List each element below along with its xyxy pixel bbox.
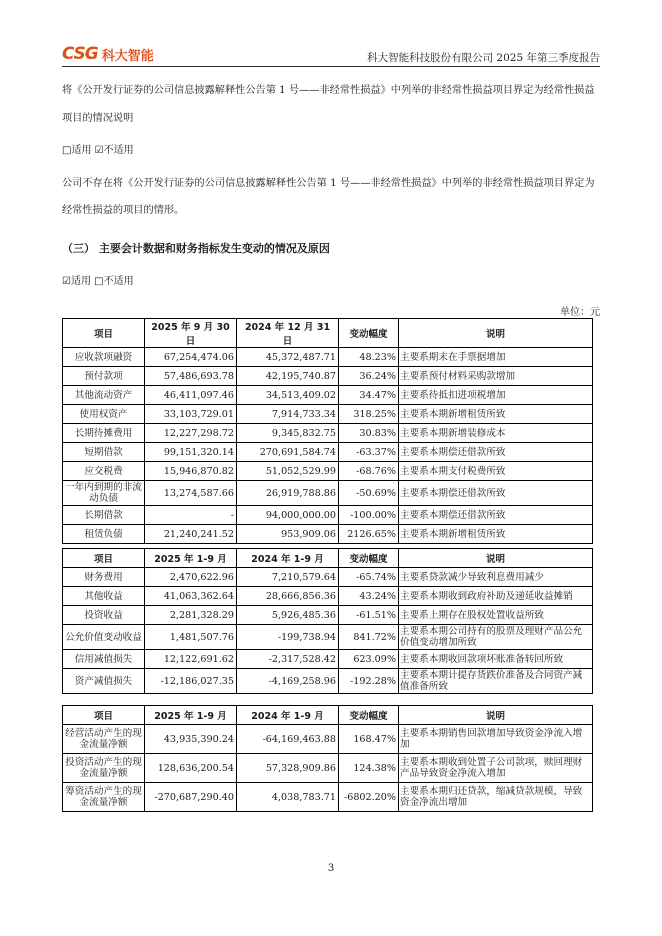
value-current-cell: 33,103,729.01 xyxy=(145,405,237,424)
explanation-cell: 主要系本期偿还借款所致 xyxy=(399,443,593,462)
table-row xyxy=(63,625,593,650)
item-cell: 短期借款 xyxy=(63,443,145,462)
logo-text: 科大智能 xyxy=(101,48,154,64)
value-current-cell: -12,186,027.35 xyxy=(145,669,237,694)
item-cell: 其他流动资产 xyxy=(63,386,145,405)
value-current-cell: 67,254,474.06 xyxy=(145,348,237,367)
item-cell: 投资收益 xyxy=(63,606,145,625)
value-prior-cell: 5,926,485.36 xyxy=(237,606,339,625)
change-rate-cell: -6802.20% xyxy=(339,783,399,812)
change-rate-cell: -192.28% xyxy=(339,669,399,694)
value-prior-cell: 42,195,740.87 xyxy=(237,367,339,386)
value-current-cell: 57,486,693.78 xyxy=(145,367,237,386)
cash-flow-changes-table xyxy=(62,705,593,812)
value-prior-cell: 51,052,529.99 xyxy=(237,462,339,481)
unit-label: 单位：元 xyxy=(560,307,600,318)
column-header: 项目 xyxy=(63,706,145,725)
change-rate-cell: -68.76% xyxy=(339,462,399,481)
explanation-cell: 主要系本期归还贷款，缩减贷款规模，导致资金净流出增加 xyxy=(399,783,593,812)
explanation-cell: 主要系本期支付税费所致 xyxy=(399,462,593,481)
logo-letter: G xyxy=(84,44,98,64)
column-header: 2025 年 1-9 月 xyxy=(145,549,237,568)
column-header: 变动幅度 xyxy=(339,706,399,725)
change-rate-cell: 623.09% xyxy=(339,650,399,669)
change-rate-cell: -50.69% xyxy=(339,481,399,506)
change-rate-cell: 36.24% xyxy=(339,367,399,386)
table-row xyxy=(63,568,593,587)
value-current-cell: 99,151,320.14 xyxy=(145,443,237,462)
change-rate-cell: 48.23% xyxy=(339,348,399,367)
table-row xyxy=(63,424,593,443)
explanation-cell: 主要系预付材料采购款增加 xyxy=(399,367,593,386)
value-prior-cell: 7,914,733.34 xyxy=(237,405,339,424)
column-header: 项目 xyxy=(63,319,145,348)
explanation-cell: 主要系本期偿还借款所致 xyxy=(399,481,593,506)
value-current-cell: 12,122,691.62 xyxy=(145,650,237,669)
value-prior-cell: 34,513,409.02 xyxy=(237,386,339,405)
intro-line-3: 公司不存在将《公开发行证券的公司信息披露解释性公告第 1 号——非经常性损益》中列举的非经常性损益项目界定为 xyxy=(62,178,595,189)
table-row xyxy=(63,348,593,367)
table-row xyxy=(63,669,593,694)
item-cell: 租赁负债 xyxy=(63,525,145,544)
column-header: 2024 年 12 月 31 日 xyxy=(237,319,339,348)
change-rate-cell: -61.51% xyxy=(339,606,399,625)
table-row xyxy=(63,405,593,424)
column-header: 2024 年 1-9 月 xyxy=(237,706,339,725)
table-row xyxy=(63,754,593,783)
value-current-cell: 12,227,298.72 xyxy=(145,424,237,443)
value-current-cell: 15,946,870.82 xyxy=(145,462,237,481)
value-prior-cell: 4,038,783.71 xyxy=(237,783,339,812)
value-current-cell: 41,063,362.64 xyxy=(145,587,237,606)
intro-line-4: 经常性损益的项目的情形。 xyxy=(62,205,185,216)
item-cell: 预付款项 xyxy=(63,367,145,386)
table-row xyxy=(63,725,593,754)
column-header: 项目 xyxy=(63,549,145,568)
logo-mark xyxy=(62,44,98,64)
explanation-cell: 主要系本期偿还借款所致 xyxy=(399,506,593,525)
explanation-cell: 主要系待抵扣进项税增加 xyxy=(399,386,593,405)
item-cell: 应交税费 xyxy=(63,462,145,481)
item-cell: 资产减值损失 xyxy=(63,669,145,694)
item-cell: 筹资活动产生的现金流量净额 xyxy=(63,783,145,812)
value-prior-cell: 953,909.06 xyxy=(237,525,339,544)
item-cell: 一年内到期的非流动负债 xyxy=(63,481,145,506)
table-row xyxy=(63,525,593,544)
explanation-cell: 主要系期末在手票据增加 xyxy=(399,348,593,367)
value-current-cell: - xyxy=(145,506,237,525)
change-rate-cell: 841.72% xyxy=(339,625,399,650)
item-cell: 财务费用 xyxy=(63,568,145,587)
income-statement-changes-table xyxy=(62,548,593,694)
value-current-cell: 43,935,390.24 xyxy=(145,725,237,754)
value-prior-cell: 94,000,000.00 xyxy=(237,506,339,525)
change-rate-cell: 318.25% xyxy=(339,405,399,424)
item-cell: 投资活动产生的现金流量净额 xyxy=(63,754,145,783)
table-header-row xyxy=(63,706,593,725)
column-header: 2024 年 1-9 月 xyxy=(237,549,339,568)
balance-sheet-changes-table xyxy=(62,318,593,544)
value-current-cell: 1,481,507.76 xyxy=(145,625,237,650)
change-rate-cell: 168.47% xyxy=(339,725,399,754)
logo-letter: S xyxy=(73,44,85,64)
value-prior-cell: -2,317,528.42 xyxy=(237,650,339,669)
explanation-cell: 主要系本期计提存货跌价准备及合同资产减值准备所致 xyxy=(399,669,593,694)
table-header-row xyxy=(63,319,593,348)
value-prior-cell: -199,738.94 xyxy=(237,625,339,650)
company-logo xyxy=(62,44,154,64)
change-rate-cell: -100.00% xyxy=(339,506,399,525)
item-cell: 应收款项融资 xyxy=(63,348,145,367)
value-current-cell: 13,274,587.66 xyxy=(145,481,237,506)
explanation-cell: 主要系本期收回款项坏账准备转回所致 xyxy=(399,650,593,669)
explanation-cell: 主要系本期新增租赁所致 xyxy=(399,525,593,544)
value-prior-cell: -4,169,258.96 xyxy=(237,669,339,694)
table-row xyxy=(63,783,593,812)
item-cell: 长期待摊费用 xyxy=(63,424,145,443)
explanation-cell: 主要系本期收到政府补助及递延收益摊销 xyxy=(399,587,593,606)
item-cell: 信用减值损失 xyxy=(63,650,145,669)
intro-line-1: 将《公开发行证券的公司信息披露解释性公告第 1 号——非经常性损益》中列举的非经常性损益项目界定为经常性损益 xyxy=(62,85,595,96)
explanation-cell: 主要系本期新增装修成本 xyxy=(399,424,593,443)
column-header: 变动幅度 xyxy=(339,319,399,348)
column-header: 说明 xyxy=(399,319,593,348)
table-row xyxy=(63,606,593,625)
change-rate-cell: 124.38% xyxy=(339,754,399,783)
table-row xyxy=(63,367,593,386)
intro-line-2: 项目的情况说明 xyxy=(62,113,134,124)
explanation-cell: 主要系本期销售回款增加导致资金净流入增加 xyxy=(399,725,593,754)
logo-letter: C xyxy=(62,44,74,64)
change-rate-cell: 43.24% xyxy=(339,587,399,606)
column-header: 变动幅度 xyxy=(339,549,399,568)
column-header: 说明 xyxy=(399,706,593,725)
value-current-cell: -270,687,290.40 xyxy=(145,783,237,812)
change-rate-cell: -65.74% xyxy=(339,568,399,587)
table-row xyxy=(63,462,593,481)
change-rate-cell: 2126.65% xyxy=(339,525,399,544)
value-current-cell: 2,470,622.96 xyxy=(145,568,237,587)
section-title: （三） 主要会计数据和财务指标发生变动的情况及原因 xyxy=(62,242,330,255)
change-rate-cell: 30.83% xyxy=(339,424,399,443)
value-current-cell: 128,636,200.54 xyxy=(145,754,237,783)
page-number: 3 xyxy=(327,863,335,874)
page-header xyxy=(62,44,600,67)
value-current-cell: 2,281,328.29 xyxy=(145,606,237,625)
column-header: 2025 年 1-9 月 xyxy=(145,706,237,725)
table-header-row xyxy=(63,549,593,568)
explanation-cell: 主要系本期公司持有的股票及理财产品公允价值变动增加所致 xyxy=(399,625,593,650)
value-prior-cell: 270,691,584.74 xyxy=(237,443,339,462)
applicability-checkbox-1: □适用 ☑不适用 xyxy=(62,145,134,156)
value-current-cell: 46,411,097.46 xyxy=(145,386,237,405)
value-prior-cell: 26,919,788.86 xyxy=(237,481,339,506)
table-row xyxy=(63,481,593,506)
item-cell: 经营活动产生的现金流量净额 xyxy=(63,725,145,754)
explanation-cell: 主要系上期存在股权处置收益所致 xyxy=(399,606,593,625)
column-header: 说明 xyxy=(399,549,593,568)
explanation-cell: 主要系本期新增租赁所致 xyxy=(399,405,593,424)
change-rate-cell: 34.47% xyxy=(339,386,399,405)
explanation-cell: 主要系本期收到处置子公司款项，赎回理财产品导致资金净流入增加 xyxy=(399,754,593,783)
value-current-cell: 21,240,241.52 xyxy=(145,525,237,544)
value-prior-cell: 7,210,579.64 xyxy=(237,568,339,587)
report-title: 科大智能科技股份有限公司 2025 年第三季度报告 xyxy=(367,52,600,64)
table-row xyxy=(63,650,593,669)
value-prior-cell: 9,345,832.75 xyxy=(237,424,339,443)
item-cell: 使用权资产 xyxy=(63,405,145,424)
value-prior-cell: -64,169,463.88 xyxy=(237,725,339,754)
item-cell: 其他收益 xyxy=(63,587,145,606)
item-cell: 公允价值变动收益 xyxy=(63,625,145,650)
value-prior-cell: 57,328,909.86 xyxy=(237,754,339,783)
column-header: 2025 年 9 月 30 日 xyxy=(145,319,237,348)
value-prior-cell: 45,372,487.71 xyxy=(237,348,339,367)
explanation-cell: 主要系贷款减少导致利息费用减少 xyxy=(399,568,593,587)
table-row xyxy=(63,386,593,405)
item-cell: 长期借款 xyxy=(63,506,145,525)
table-row xyxy=(63,443,593,462)
table-row xyxy=(63,587,593,606)
table-row xyxy=(63,506,593,525)
value-prior-cell: 28,666,856.36 xyxy=(237,587,339,606)
applicability-checkbox-2: ☑适用 □不适用 xyxy=(62,276,134,287)
change-rate-cell: -63.37% xyxy=(339,443,399,462)
